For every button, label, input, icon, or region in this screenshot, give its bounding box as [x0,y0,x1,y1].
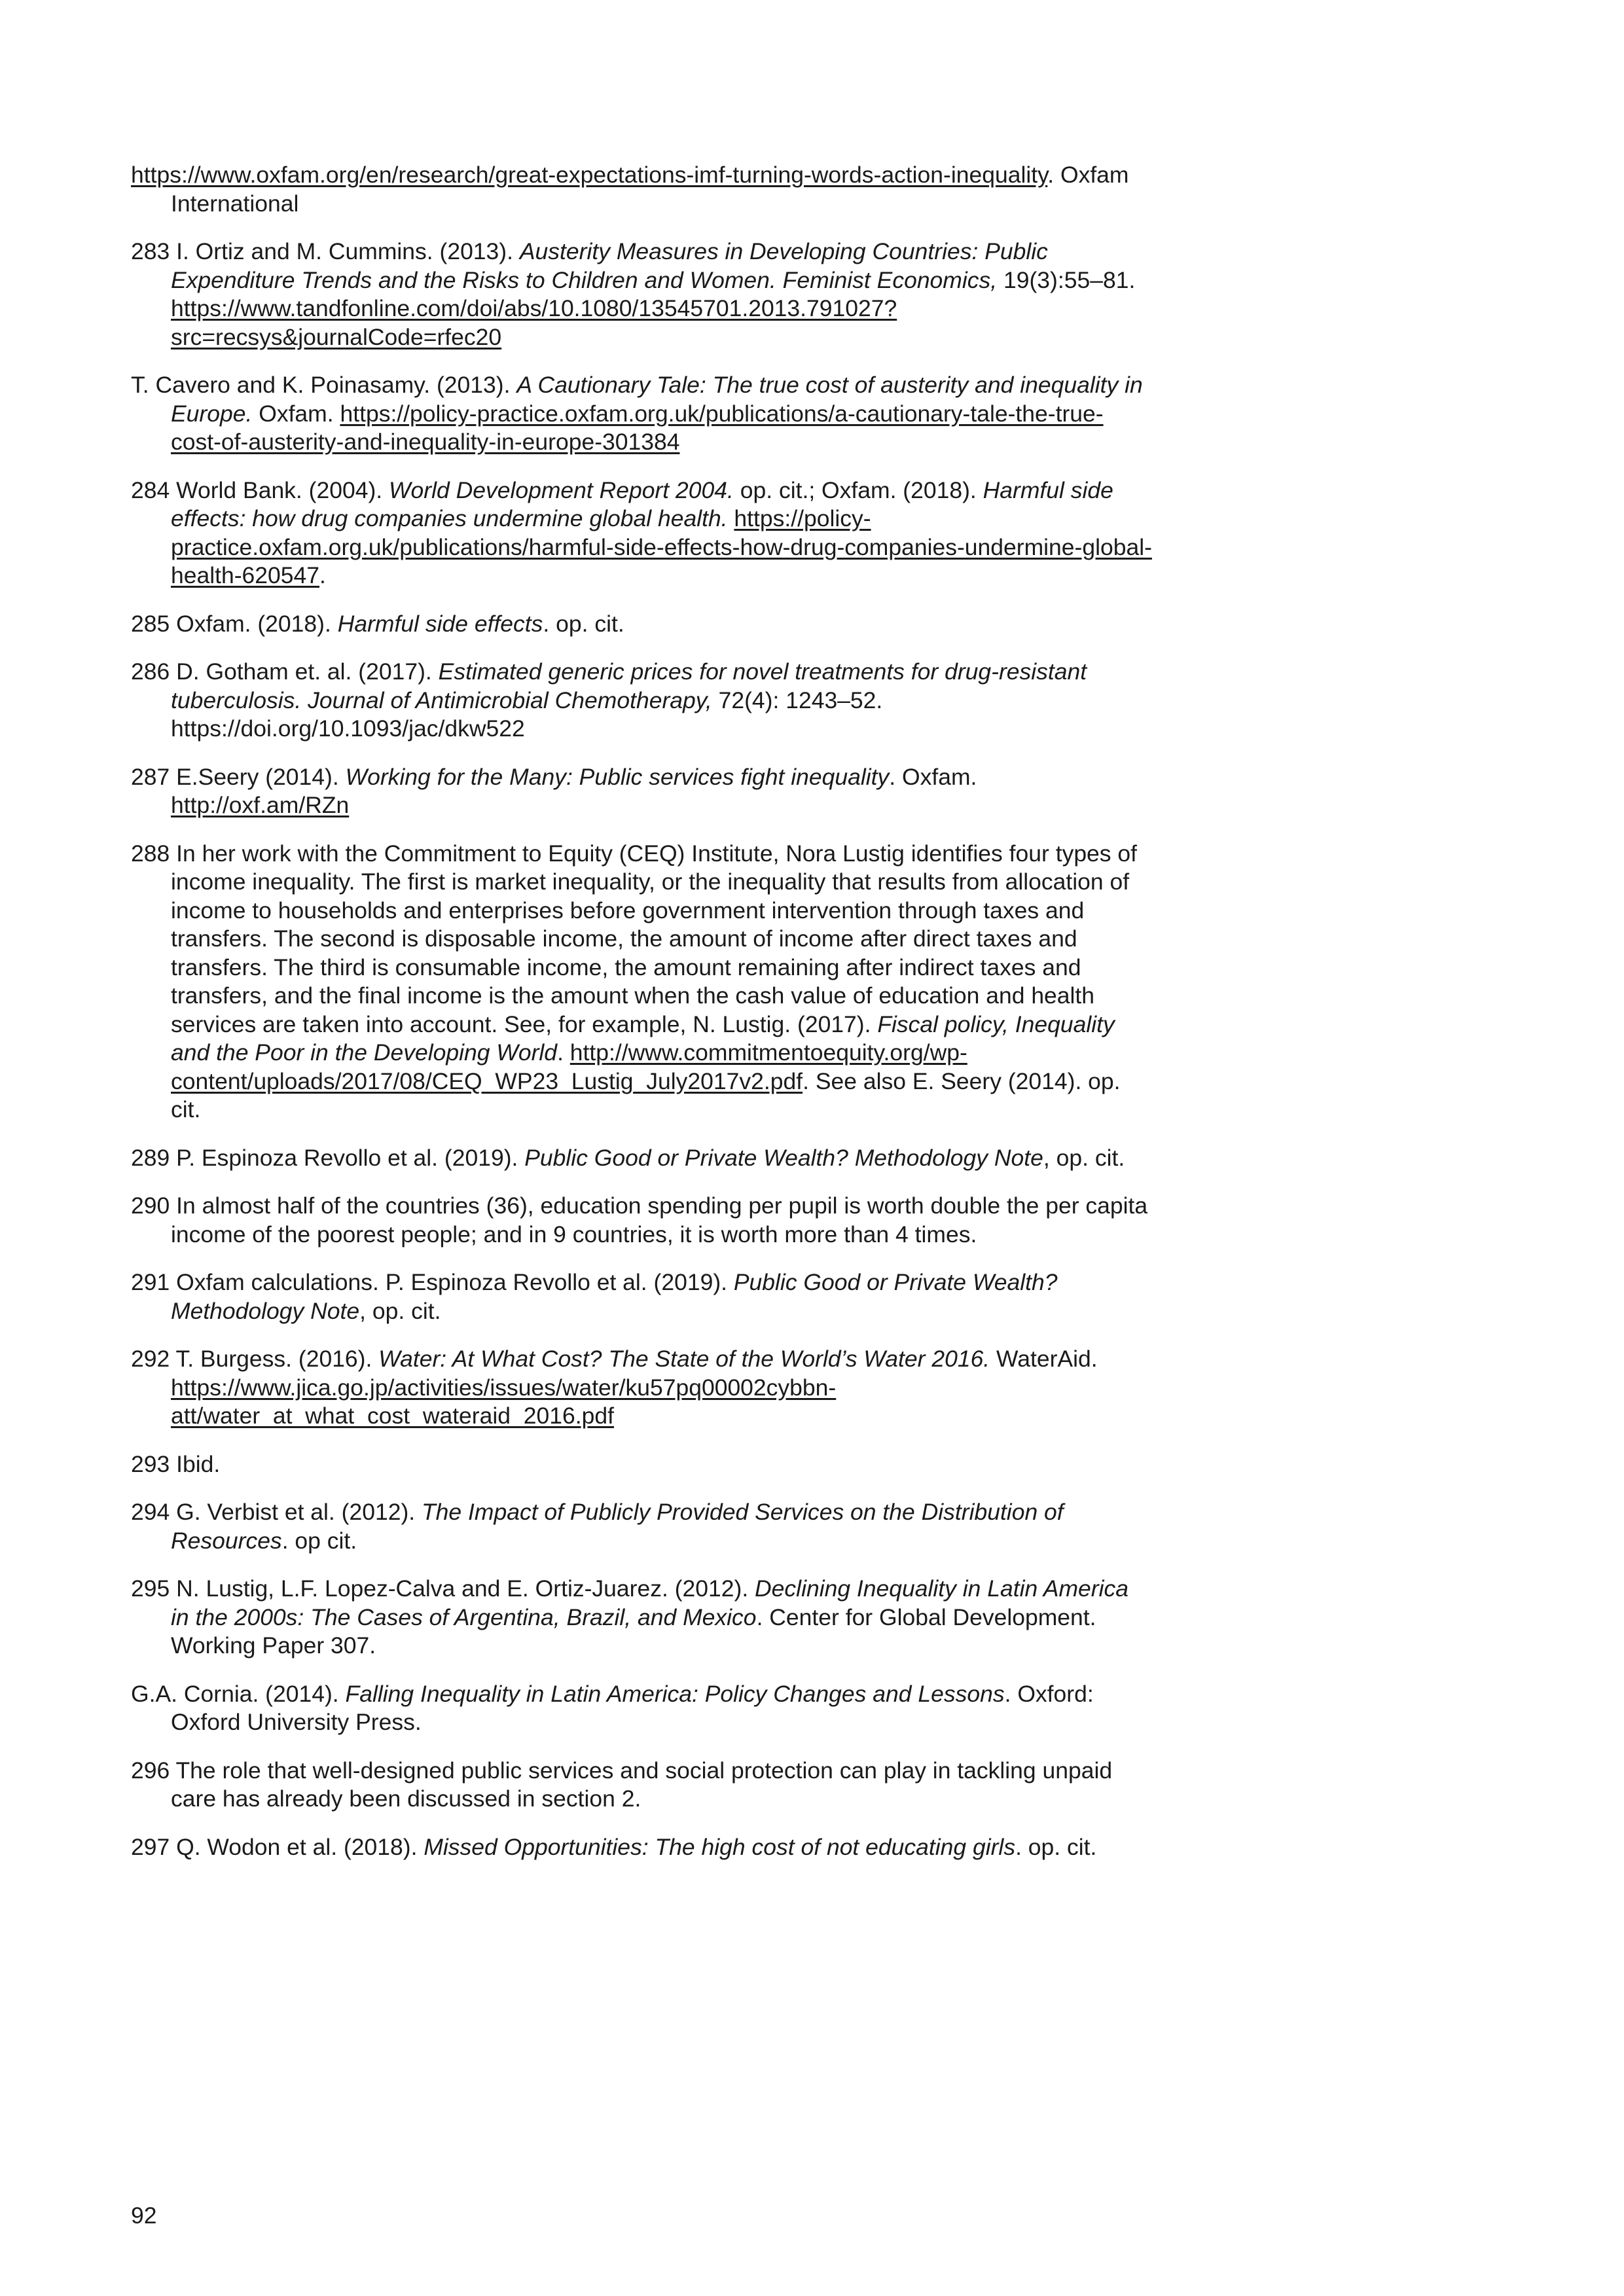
endnote-title: Falling Inequality in Latin America: Policy Changes and Lessons [345,1680,1005,1707]
endnote-title: Fiscal policy, Inequality and the Poor in the Developing World [171,1011,1115,1066]
endnote-text: T. Cavero and K. Poinasamy. (2013). [131,372,517,398]
endnote-title: Harmful side effects [337,610,543,637]
endnote-text: , op. cit. [359,1297,441,1324]
endnote-text: 287 E.Seery (2014). [131,763,346,790]
endnote-link[interactable]: https://www.jica.go.jp/activities/issues/water/ku57pq00002cybbn-att/water_at_what_cost_wateraid_2016.pdf [171,1374,837,1429]
endnote-entry [131,763,1152,820]
endnote-text: 72(4): 1243–52. https://doi.org/10.1093/jac/dkw522 [171,687,883,742]
endnote-text: . See also E. Seery (2014). op. cit. [171,1067,1121,1122]
endnote-text: 290 In almost half of the countries (36), education spending per pupil is worth double the per capita income of the poorest people; and in 9 countries, it is worth more than 4 times. [131,1193,1148,1247]
endnote-text: 297 Q. Wodon et al. (2018). [131,1833,424,1860]
endnote-text: 292 T. Burgess. (2016). [131,1346,379,1372]
endnote-entry [131,1680,1152,1737]
endnote-title: A Cautionary Tale: The true cost of austerity and inequality in Europe. [171,372,1143,427]
endnote-text: 288 In her work with the Commitment to Equity (CEQ) Institute, Nora Lustig identifies four types of income inequality. The first is market inequality, or the inequality that results from allocation of income to households and enterprises before government intervention through taxes and transfers. The second is disposable income, the amount of income after direct taxes and transfers. The third is consumable income, the amount remaining after indirect taxes and transfers, and the final income is the amount when the cash value of education and health services are taken into account. See, for example, N. Lustig. (2017). [131,840,1138,1037]
endnote-text: WaterAid. [990,1346,1098,1372]
endnote-text: . op. cit. [1015,1833,1097,1860]
endnote-text: . Center for Global Development. Working Paper 307. [171,1604,1096,1659]
endnote-text: 19(3):55–81. [997,266,1136,293]
endnote-entry [131,1144,1152,1173]
endnotes-list [131,161,1152,1881]
endnote-text: , op. cit. [1043,1144,1125,1171]
endnote-entry [131,161,1152,218]
endnote-link[interactable]: https://www.oxfam.org/en/research/great-expectations-imf-turning-words-action-inequality [131,162,1048,188]
endnote-title: Public Good or Private Wealth? Methodology Note [524,1144,1043,1171]
endnote-link[interactable]: https://www.tandfonline.com/doi/abs/10.1080/13545701.2013.791027?src=recsys&journalCode=rfec20 [171,295,897,350]
endnote-text [728,505,734,531]
endnote-entry [131,1192,1152,1249]
endnote-text: . [557,1039,570,1066]
endnote-entry [131,1450,1152,1479]
endnote-text: . [319,562,326,588]
endnote-entry [131,371,1152,457]
endnote-text: 294 G. Verbist et al. (2012). [131,1499,422,1525]
endnote-title: Declining Inequality in Latin America in the 2000s: The Cases of Argentina, Brazil, and Mexico [171,1575,1128,1630]
endnote-text: 291 Oxfam calculations. P. Espinoza Revollo et al. (2019). [131,1269,734,1295]
endnote-text: 293 Ibid. [131,1450,221,1477]
endnote-title: Water: At What Cost? The State of the World’s Water 2016. [378,1346,990,1372]
endnote-link[interactable]: https://policy-practice.oxfam.org.uk/publications/a-cautionary-tale-the-true-cost-of-austerity-and-inequality-in-europe-301384 [171,400,1104,455]
endnote-text: 286 D. Gotham et. al. (2017). [131,658,439,685]
endnote-entry [131,658,1152,744]
endnote-text: 296 The role that well-designed public services and social protection can play in tackling unpaid care has already been discussed in section 2. [131,1757,1113,1812]
endnote-link[interactable]: https://policy-practice.oxfam.org.uk/publications/harmful-side-effects-how-drug-companies-undermine-global-health-620547 [171,505,1152,588]
endnote-entry [131,1498,1152,1555]
endnote-title: Estimated generic prices for novel treatments for drug-resistant tuberculosis. Journal of Antimicrobial Chemotherapy, [171,658,1087,713]
endnote-text: 284 World Bank. (2004). [131,476,389,503]
endnote-title: Missed Opportunities: The high cost of not educating girls [424,1833,1016,1860]
endnote-entry [131,238,1152,351]
endnote-entry [131,1268,1152,1325]
endnote-text: 283 I. Ortiz and M. Cummins. (2013). [131,238,520,264]
endnote-entry [131,840,1152,1124]
page-number: 92 [131,2202,157,2229]
endnote-link[interactable]: http://www.commitmentoequity.org/wp-content/uploads/2017/08/CEQ_WP23_Lustig_July2017v2.pdf [171,1039,967,1094]
endnote-title: Austerity Measures in Developing Countries: Public Expenditure Trends and the Risks to Children and Women. Feminist Economics, [171,238,1048,293]
endnote-title: The Impact of Publicly Provided Services on the Distribution of Resources [171,1499,1064,1554]
endnote-entry [131,1833,1152,1862]
endnote-text: 285 Oxfam. (2018). [131,610,338,637]
endnote-entry [131,476,1152,590]
endnote-entry [131,1345,1152,1431]
endnote-title: Harmful side effects: how drug companies undermine global health. [171,476,1113,531]
endnote-title: Public Good or Private Wealth? Methodology Note [171,1269,1058,1324]
endnote-text: . Oxfam International [171,162,1129,217]
endnote-text: . op. cit. [543,610,624,637]
endnote-text: op. cit.; Oxfam. (2018). [733,476,983,503]
endnote-link[interactable]: http://oxf.am/RZn [171,792,350,818]
endnote-text: . Oxfam. [889,763,977,790]
endnote-title: World Development Report 2004. [389,476,734,503]
endnote-text: Oxfam. [252,400,340,427]
endnote-text: G.A. Cornia. (2014). [131,1680,346,1707]
endnote-entry [131,1757,1152,1814]
endnote-title: Working for the Many: Public services fight inequality [345,763,890,790]
endnote-text: . op cit. [281,1527,357,1554]
endnote-text: 289 P. Espinoza Revollo et al. (2019). [131,1144,525,1171]
endnote-entry [131,610,1152,639]
endnote-text: 295 N. Lustig, L.F. Lopez-Calva and E. Ortiz-Juarez. (2012). [131,1575,755,1602]
endnote-entry [131,1575,1152,1660]
endnote-text: . Oxford: Oxford University Press. [171,1680,1094,1735]
